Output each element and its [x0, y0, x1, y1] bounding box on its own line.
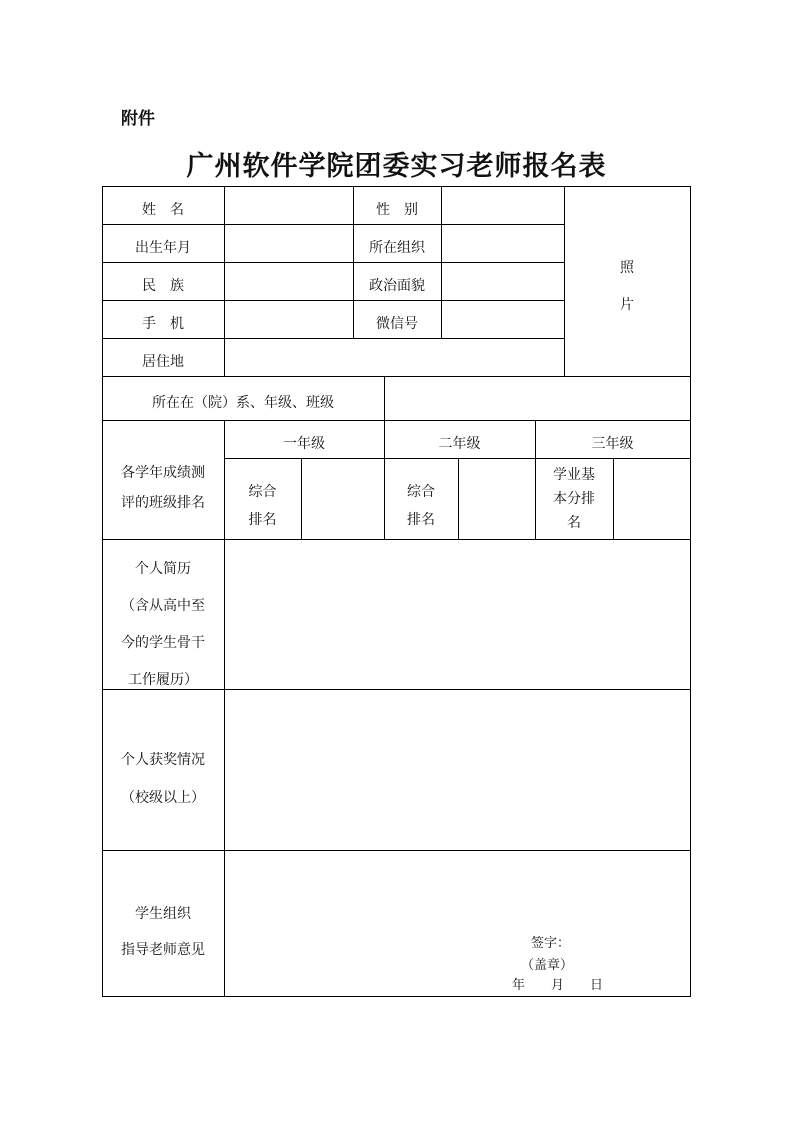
ranking-label: 各学年成绩测 评的班级排名: [121, 465, 205, 511]
photo-label-1: 照: [620, 260, 634, 276]
awards-label: 个人获奖情况 （校级以上）: [121, 752, 205, 806]
gender-label: 性 别: [376, 202, 418, 218]
wechat-label: 微信号: [376, 316, 418, 332]
organization-label: 所在组织: [369, 240, 425, 256]
form-title: 广州软件学院团委实习老师报名表: [186, 151, 607, 182]
photo-label-2: 片: [620, 297, 634, 313]
residence-label: 居住地: [142, 354, 184, 370]
attachment-label: 附件: [121, 109, 155, 129]
name-label: 姓 名: [142, 202, 184, 218]
resume-label: 个人简历 （含从高中至 今的学生骨干 工作履历）: [121, 561, 205, 688]
year2-header: 二年级: [438, 436, 481, 452]
date-label: 年 月 日: [512, 978, 604, 993]
department-label: 所在在（院）系、年级、班级: [152, 395, 334, 411]
year1-header: 一年级: [283, 436, 325, 452]
birth-date-label: 出生年月: [135, 240, 191, 256]
political-status-label: 政治面貌: [369, 278, 425, 294]
phone-label: 手 机: [142, 316, 184, 332]
year3-rank-label: 学业基 本分排 名: [553, 467, 595, 531]
ethnicity-label: 民 族: [142, 278, 184, 294]
advisor-opinion-label: 学生组织 指导老师意见: [121, 906, 205, 958]
year2-rank-label: 综合 排名: [407, 484, 435, 528]
seal-label: （盖章）: [521, 958, 574, 973]
year1-rank-label: 综合 排名: [248, 484, 277, 528]
year3-header: 三年级: [591, 436, 634, 452]
signature-label: 签字：: [531, 936, 571, 951]
